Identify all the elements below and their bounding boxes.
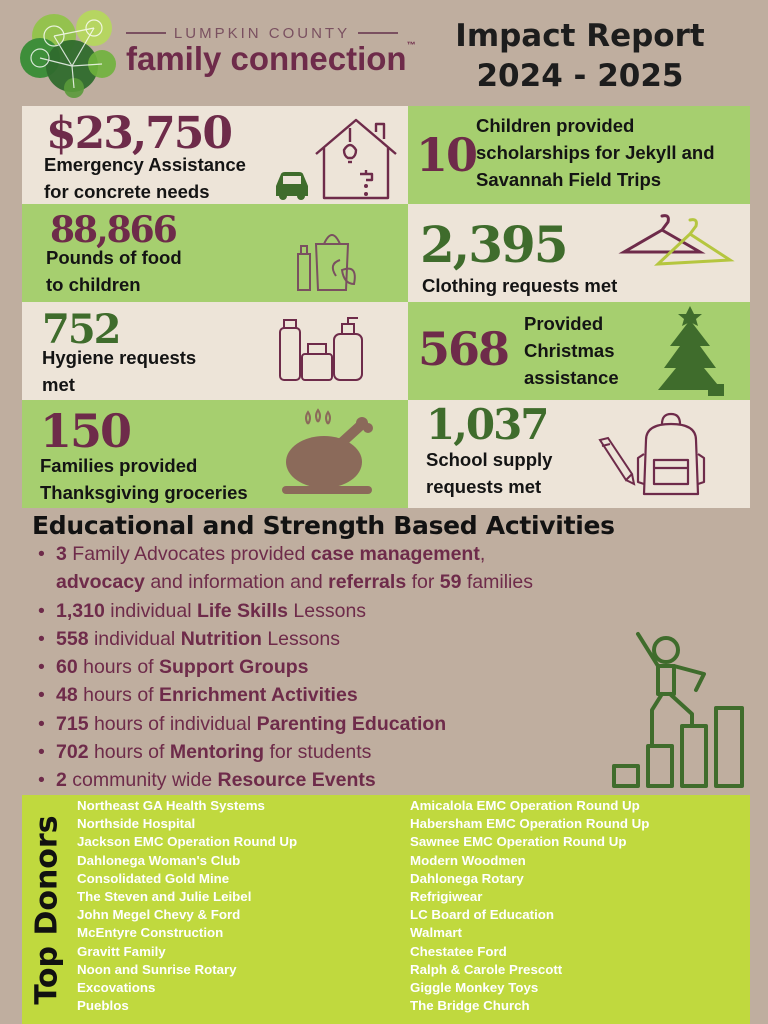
- donor-item: Dahlonega Woman's Club: [77, 852, 241, 868]
- brand-trademark: ™: [406, 40, 416, 50]
- growth-stairs-icon: [608, 628, 748, 790]
- stat-christmas-value: 568: [418, 322, 509, 376]
- stat-hygiene-line1: Hygiene requests: [42, 347, 197, 368]
- activity-item: • 60 hours of Support Groups: [38, 653, 658, 681]
- stat-thanksgiving-label: [40, 452, 248, 506]
- activity-item: • 558 individual Nutrition Lessons: [38, 625, 658, 653]
- activity-item: • 2 community wide Resource Events: [38, 766, 658, 794]
- stat-hygiene-value: 752: [42, 306, 120, 353]
- stat-christmas-line1: Provided: [524, 313, 604, 334]
- house-icon: [310, 114, 402, 202]
- donor-item: Northeast GA Health Systems: [77, 798, 265, 813]
- backpack-icon: [636, 410, 706, 500]
- stat-emergency-value: $23,750: [46, 108, 232, 159]
- donor-item: Excovations: [77, 980, 156, 996]
- stat-school-line1: School supply: [426, 449, 553, 470]
- donor-item: The Steven and Julie Leibel: [77, 889, 252, 905]
- brand-county-text: LUMPKIN COUNTY: [173, 24, 351, 42]
- donor-item: LC Board of Education: [410, 907, 555, 923]
- stat-school-supplies: [408, 400, 750, 508]
- stat-emergency-label: [44, 151, 246, 204]
- donor-item: Pueblos: [77, 998, 129, 1014]
- donors-title: [22, 795, 72, 1024]
- stat-clothing-label: Clothing requests met: [422, 275, 618, 296]
- stat-school-line2: requests met: [426, 476, 542, 497]
- donor-item: Northside Hospital: [77, 816, 196, 832]
- grocery-icon: [292, 220, 362, 292]
- stat-scholarships-value: 10: [416, 128, 477, 182]
- stat-hygiene-line2: met: [42, 374, 75, 395]
- stat-clothing-value: 2,395: [420, 215, 567, 274]
- stat-christmas-label: [524, 310, 619, 391]
- stat-food: [22, 204, 408, 302]
- stat-food-value: 88,866: [50, 209, 176, 251]
- stat-school-value: 1,037: [426, 400, 548, 449]
- car-icon: [272, 168, 312, 202]
- donor-item: Modern Woodmen: [410, 852, 526, 868]
- donor-item: Sawnee EMC Operation Round Up: [410, 834, 627, 850]
- donors-column-left: [77, 797, 297, 1015]
- stat-school-label: [426, 446, 552, 500]
- stat-hygiene: [22, 302, 408, 400]
- donor-item: Chestatee Ford: [410, 943, 507, 959]
- stat-food-line1: Pounds of food: [46, 247, 182, 268]
- stat-christmas-line2: Christmas: [524, 340, 615, 361]
- turkey-icon: [280, 406, 376, 498]
- stat-christmas: [408, 302, 750, 400]
- activity-item: • 3 Family Advocates provided case management,: [38, 540, 658, 568]
- activities-title: Educational and Strength Based Activities: [32, 511, 615, 540]
- stat-hygiene-label: [42, 344, 196, 398]
- stat-emergency-line2: for concrete needs: [44, 181, 210, 202]
- donor-item: Dahlonega Rotary: [410, 870, 524, 886]
- stat-scholarships-line1: Children provided: [476, 115, 635, 136]
- hangers-icon: [618, 210, 736, 270]
- stat-scholarships-line3: Savannah Field Trips: [476, 169, 662, 190]
- stat-thanksgiving-line2: Thanksgiving groceries: [40, 482, 248, 503]
- christmas-tree-icon: [654, 306, 726, 398]
- activity-item: • 702 hours of Mentoring for students: [38, 738, 658, 766]
- donor-item: Consolidated Gold Mine: [77, 870, 230, 886]
- stat-food-line2: to children: [46, 274, 141, 295]
- logo-mark: [14, 6, 122, 98]
- donor-item: Amicalola EMC Operation Round Up: [410, 798, 640, 813]
- donor-item: Jackson EMC Operation Round Up: [77, 834, 298, 850]
- donor-item: Noon and Sunrise Rotary: [77, 961, 237, 977]
- activity-item: • 48 hours of Enrichment Activities: [38, 681, 658, 709]
- stat-food-label: [46, 244, 182, 298]
- donor-item: McEntyre Construction: [77, 925, 224, 941]
- stat-clothing: [408, 204, 750, 302]
- activity-item: • 715 hours of individual Parenting Education: [38, 710, 658, 738]
- stat-thanksgiving-line1: Families provided: [40, 455, 198, 476]
- pencil-icon: [596, 436, 636, 486]
- stat-scholarships-label: [476, 112, 715, 193]
- donor-item: Habersham EMC Operation Round Up: [410, 816, 650, 832]
- donor-item: Gravitt Family: [77, 943, 166, 959]
- stat-scholarships-line2: scholarships for Jekyll and: [476, 142, 715, 163]
- stat-thanksgiving: [22, 400, 408, 508]
- stat-scholarships: [408, 106, 750, 204]
- donor-item: Walmart: [410, 925, 462, 941]
- brand-name-text: family connection: [126, 40, 407, 77]
- hygiene-icon: [276, 314, 366, 384]
- activity-item: • 1,310 individual Life Skills Lessons: [38, 597, 658, 625]
- activities-list: [38, 540, 658, 795]
- brand-name: [126, 40, 416, 78]
- stat-christmas-line3: assistance: [524, 367, 619, 388]
- donor-item: John Megel Chevy & Ford: [77, 907, 241, 923]
- donors-column-right: [410, 797, 649, 1015]
- donor-item: Refrigiwear: [410, 889, 483, 905]
- donor-item: Giggle Monkey Toys: [410, 980, 539, 996]
- donor-item: The Bridge Church: [410, 998, 530, 1014]
- report-title-line1: Impact Report: [455, 18, 705, 54]
- activity-item-continued: advocacy and information and referrals for 59 families: [56, 571, 533, 594]
- report-title-line2: 2024 - 2025: [476, 58, 684, 94]
- stat-thanksgiving-value: 150: [40, 404, 131, 458]
- stat-emergency-assistance: [22, 106, 408, 204]
- donor-item: Ralph & Carole Prescott: [410, 961, 563, 977]
- donors-title-text: Top Donors: [29, 814, 65, 1005]
- report-title: [420, 16, 740, 96]
- stat-emergency-line1: Emergency Assistance: [44, 154, 246, 175]
